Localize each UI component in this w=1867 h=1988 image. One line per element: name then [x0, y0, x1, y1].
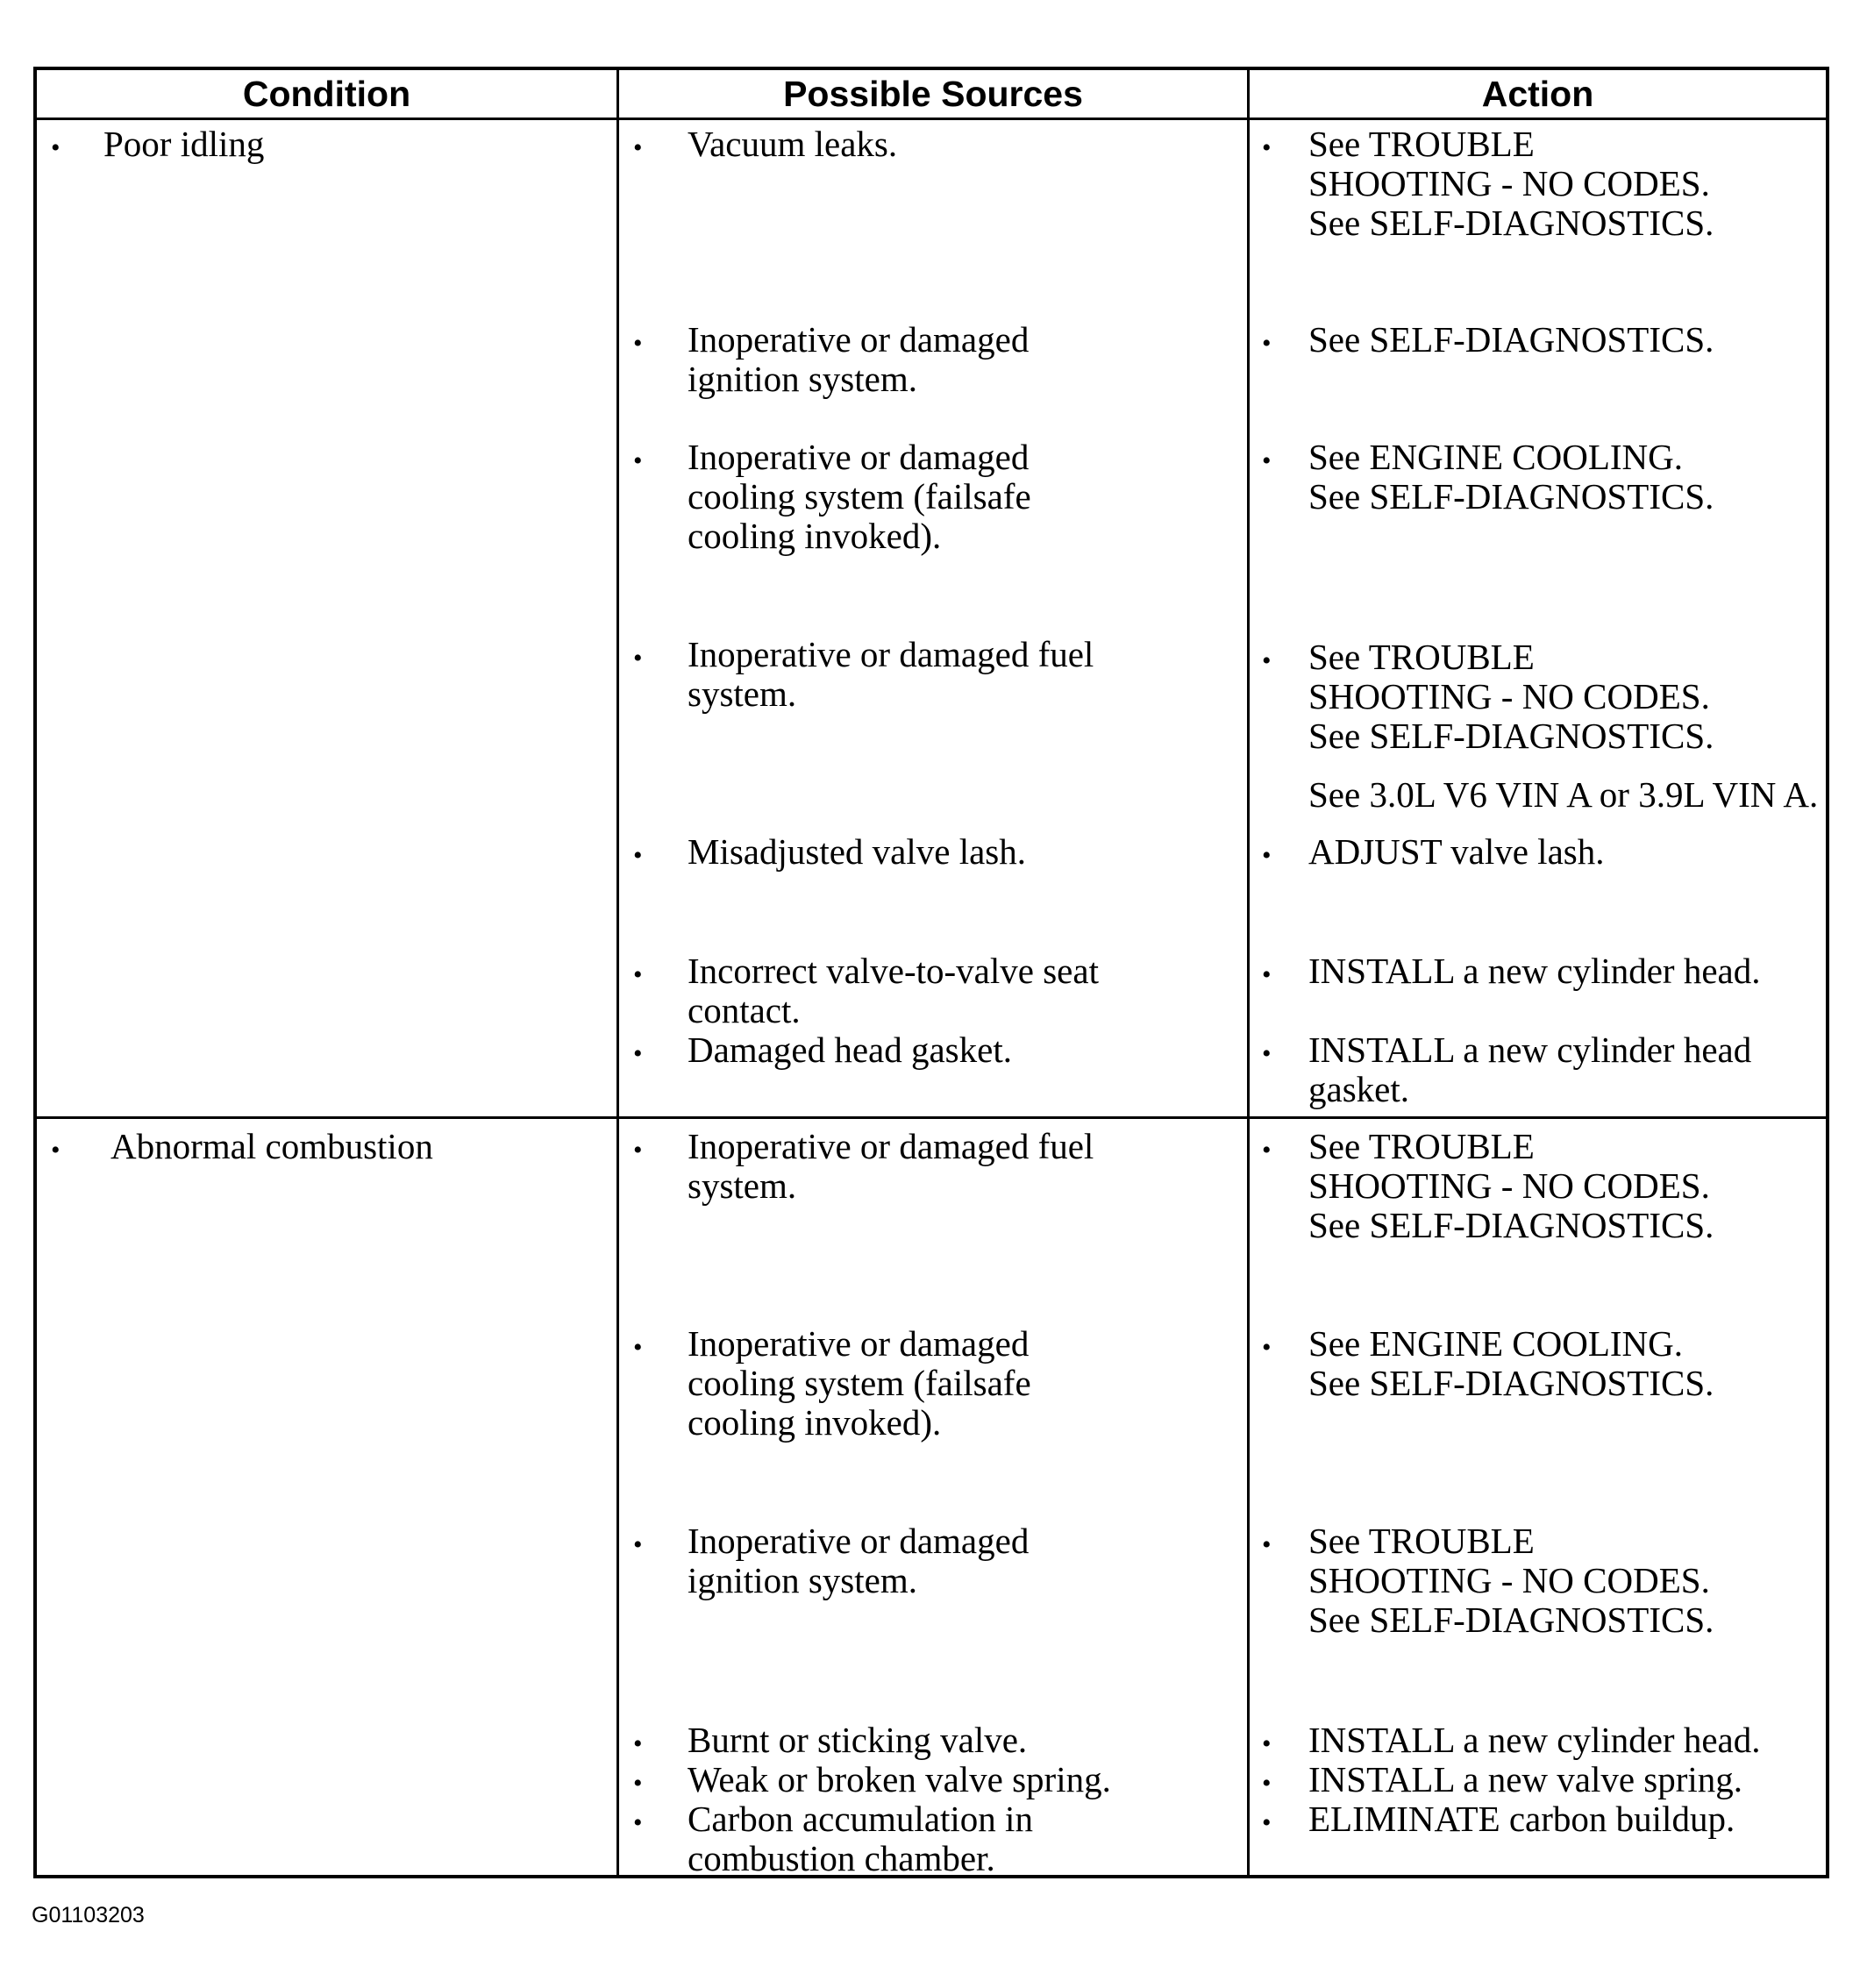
bullet: • [633, 133, 643, 162]
action-item: ADJUST valve lash. [1308, 831, 1605, 872]
bullet: • [1262, 1530, 1272, 1559]
action-item: INSTALL a new cylinder head gasket. [1308, 1030, 1752, 1109]
condition-poor-idling: Poor idling [103, 124, 265, 164]
condition-abnormal-combustion: Abnormal combustion [110, 1126, 433, 1166]
bullet: • [633, 446, 643, 475]
bullet: • [1262, 133, 1272, 162]
bullet: • [1262, 1808, 1272, 1837]
bullet: • [633, 1769, 643, 1798]
action-item: See SELF-DIAGNOSTICS. [1308, 319, 1714, 360]
bullet: • [1262, 1729, 1272, 1758]
bullet: • [1262, 646, 1272, 675]
source-item: Burnt or sticking valve. [688, 1720, 1028, 1760]
source-item: Inoperative or damaged ignition system. [688, 319, 1030, 399]
action-item-note: See 3.0L V6 VIN A or 3.9L VIN A. [1308, 774, 1819, 815]
action-item: INSTALL a new cylinder head. [1308, 951, 1761, 991]
header-possible-sources: Possible Sources [783, 74, 1083, 114]
header-action: Action [1481, 74, 1594, 114]
bullet: • [1262, 841, 1272, 870]
source-item: Carbon accumulation in combustion chamber. [688, 1799, 1033, 1878]
bullet: • [1262, 329, 1272, 358]
bullet: • [51, 133, 61, 162]
source-item: Inoperative or damaged fuel system. [688, 1126, 1094, 1206]
bullet: • [633, 960, 643, 989]
source-item: Incorrect valve-to-valve seat contact. [688, 951, 1099, 1030]
column-divider-2 [1247, 70, 1250, 1875]
action-item: See ENGINE COOLING. See SELF-DIAGNOSTICS. [1308, 437, 1714, 517]
bullet: • [633, 1136, 643, 1165]
action-item: See TROUBLE SHOOTING - NO CODES. See SELF-DIAGNOSTICS. [1308, 124, 1714, 243]
source-item: Inoperative or damaged cooling system (failsafe cooling invoked). [688, 437, 1031, 556]
bullet: • [1262, 960, 1272, 989]
action-item: See TROUBLE SHOOTING - NO CODES. See SELF-DIAGNOSTICS. [1308, 1521, 1714, 1640]
diagnosis-table [33, 67, 1829, 1878]
figure-id: G01103203 [32, 1903, 145, 1927]
action-item: See TROUBLE SHOOTING - NO CODES. See SELF-DIAGNOSTICS. [1308, 637, 1714, 756]
bullet: • [633, 1333, 643, 1362]
column-divider-1 [616, 70, 619, 1875]
action-item: See ENGINE COOLING. See SELF-DIAGNOSTICS. [1308, 1323, 1714, 1403]
source-item: Vacuum leaks. [688, 124, 898, 164]
bullet: • [633, 1039, 643, 1068]
source-item: Weak or broken valve spring. [688, 1759, 1111, 1799]
header-divider [37, 118, 1826, 120]
action-item: INSTALL a new cylinder head. [1308, 1720, 1761, 1760]
bullet: • [633, 1808, 643, 1837]
source-item: Inoperative or damaged ignition system. [688, 1521, 1030, 1600]
header-condition: Condition [242, 74, 411, 114]
bullet: • [633, 1530, 643, 1559]
bullet: • [51, 1136, 61, 1165]
bullet: • [1262, 1039, 1272, 1068]
bullet: • [633, 1729, 643, 1758]
bullet: • [633, 841, 643, 870]
bullet: • [633, 644, 643, 673]
source-item: Inoperative or damaged fuel system. [688, 634, 1094, 714]
action-item: ELIMINATE carbon buildup. [1308, 1799, 1735, 1839]
action-item: See TROUBLE SHOOTING - NO CODES. See SELF-DIAGNOSTICS. [1308, 1126, 1714, 1245]
source-item: Misadjusted valve lash. [688, 831, 1027, 872]
bullet: • [1262, 1769, 1272, 1798]
action-item: INSTALL a new valve spring. [1308, 1759, 1743, 1799]
source-item: Damaged head gasket. [688, 1030, 1012, 1070]
bullet: • [1262, 1136, 1272, 1165]
source-item: Inoperative or damaged cooling system (failsafe cooling invoked). [688, 1323, 1031, 1443]
bullet: • [1262, 446, 1272, 475]
row-divider [37, 1116, 1826, 1119]
bullet: • [1262, 1333, 1272, 1362]
bullet: • [633, 329, 643, 358]
